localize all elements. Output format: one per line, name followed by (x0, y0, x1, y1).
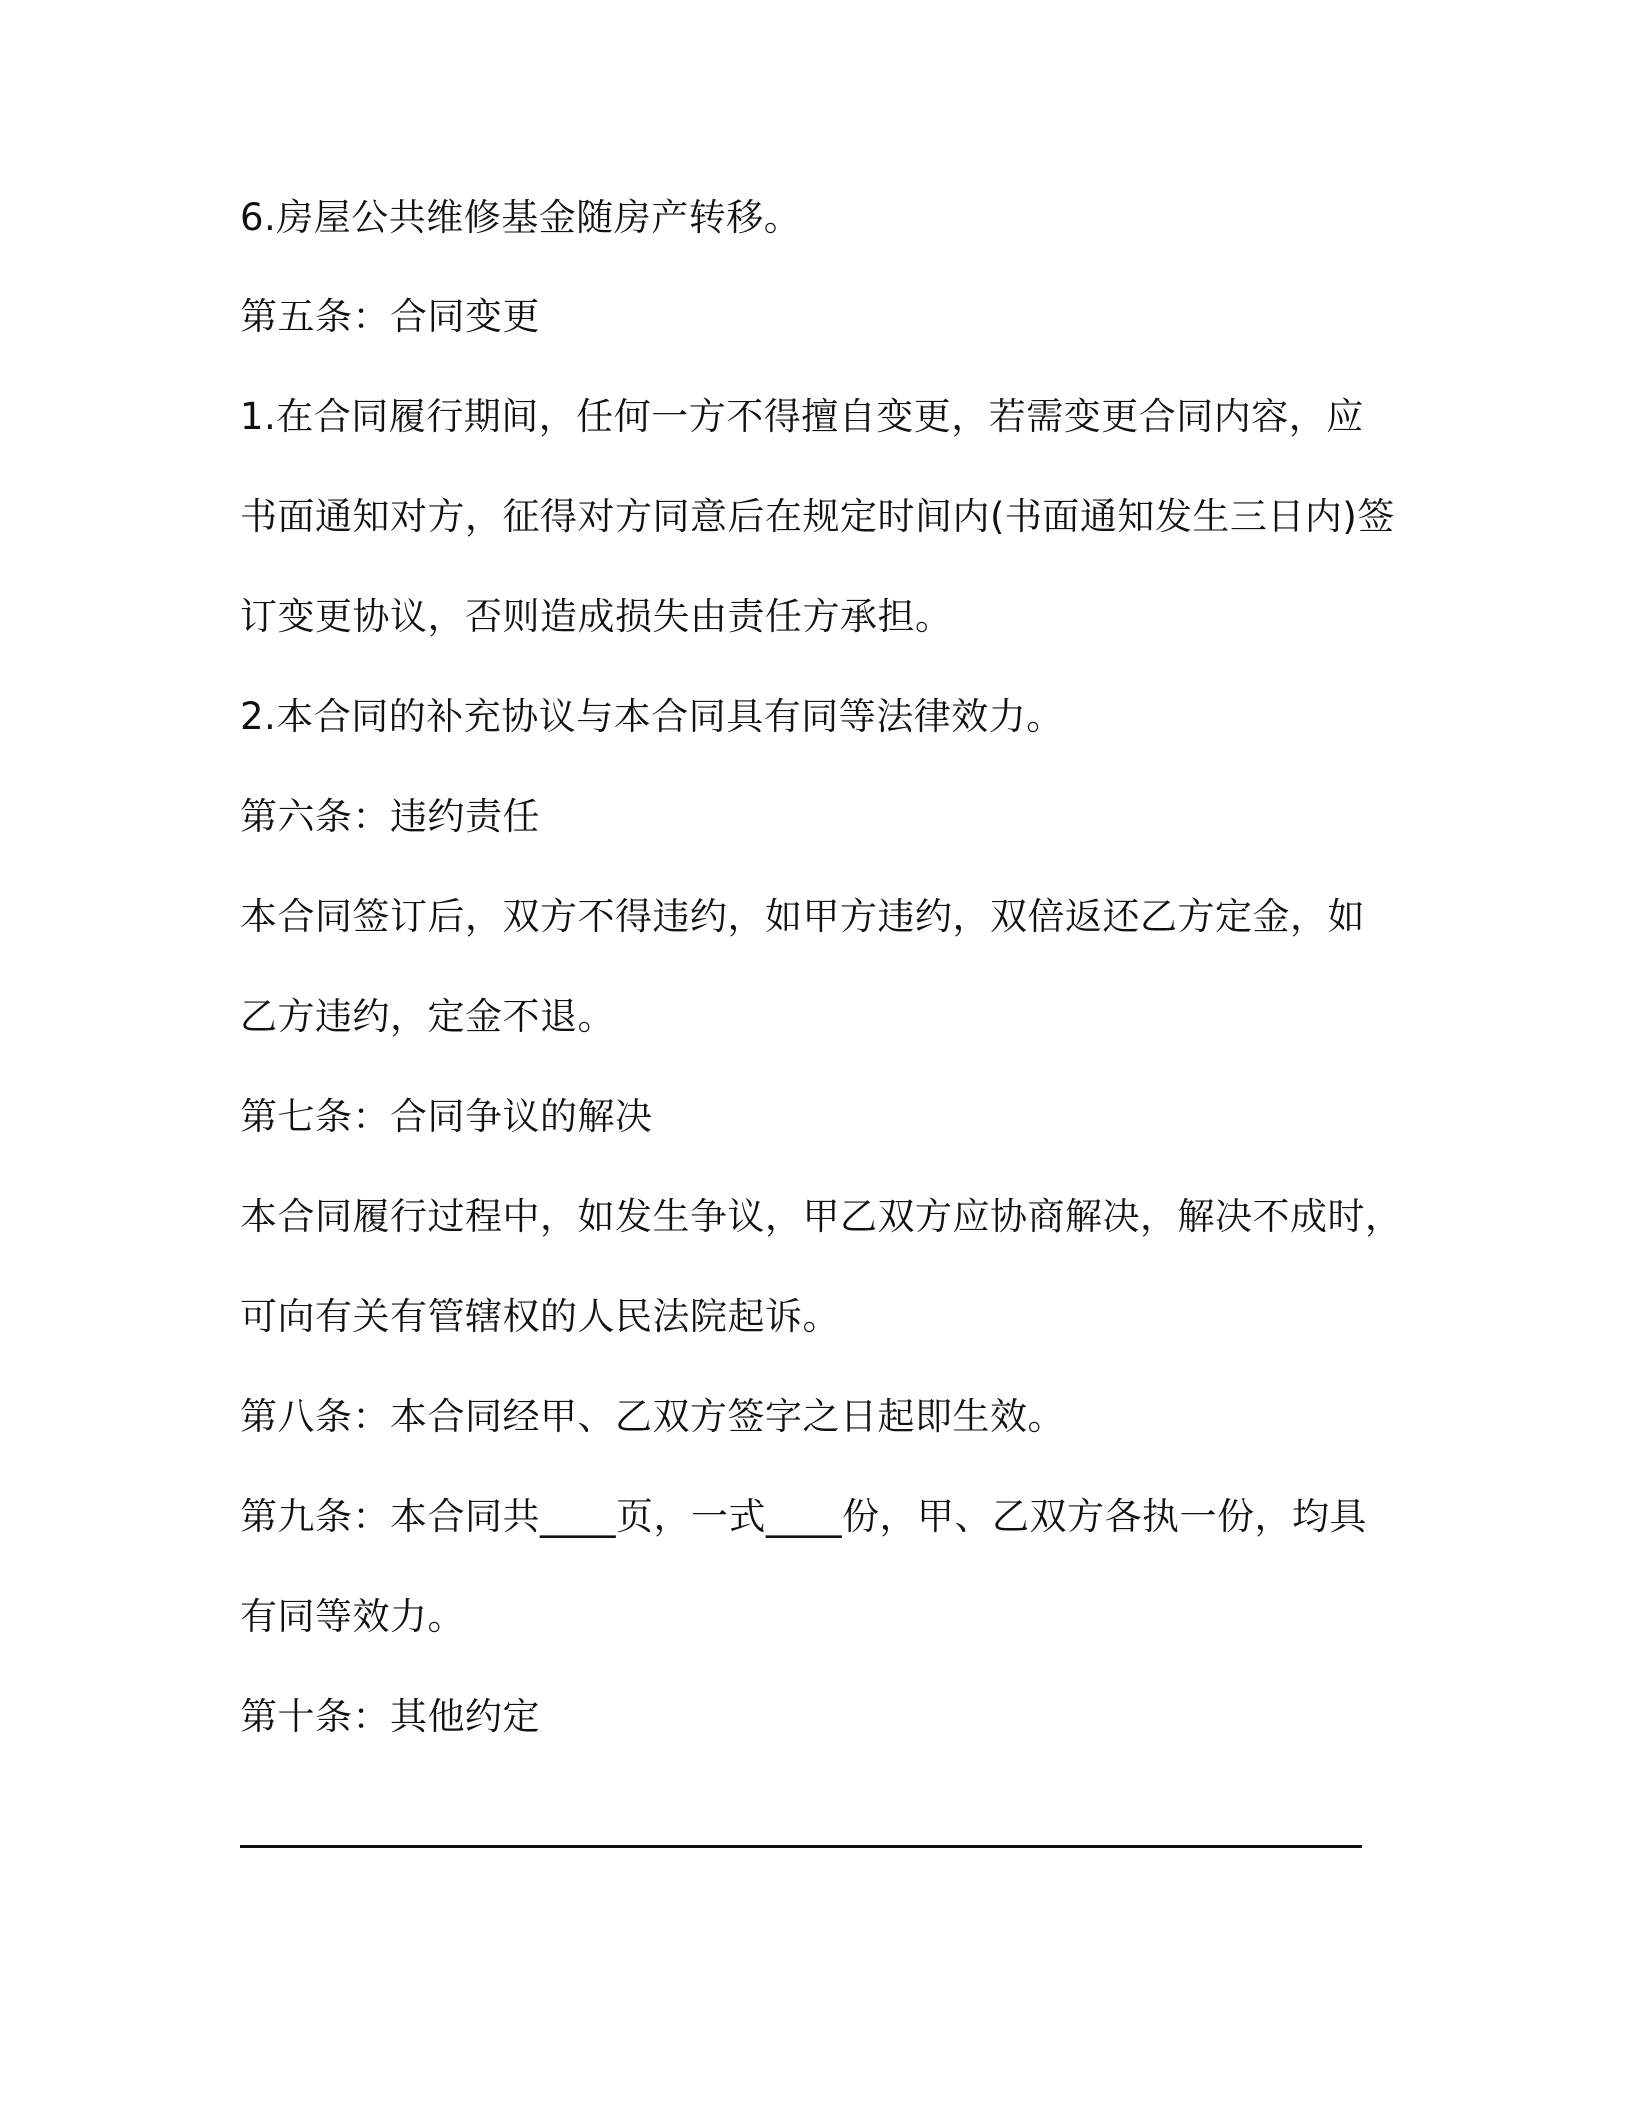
article-5-item-2: 2.本合同的补充协议与本合同具有同等法律效力。 (240, 695, 1064, 738)
article-5-item-1-line-1: 1.在合同履行期间，任何一方不得擅自变更，若需变更合同内容，应 (240, 395, 1364, 438)
article-10-heading: 第十条：其他约定 (240, 1695, 540, 1738)
blank-fill-line (240, 1845, 1362, 1848)
article-9-line-1: 第九条：本合同共____页，一式____份，甲、乙双方各执一份，均具 (240, 1495, 1367, 1538)
article-7-body-line-2: 可向有关有管辖权的人民法院起诉。 (240, 1295, 840, 1338)
article-7-heading: 第七条：合同争议的解决 (240, 1095, 653, 1138)
article-6-body-line-1: 本合同签订后，双方不得违约，如甲方违约，双倍返还乙方定金，如 (240, 895, 1365, 938)
article-7-body-line-1: 本合同履行过程中，如发生争议，甲乙双方应协商解决，解决不成时， (240, 1195, 1403, 1238)
article-8-text: 第八条：本合同经甲、乙双方签字之日起即生效。 (240, 1395, 1065, 1438)
article-6-heading: 第六条：违约责任 (240, 795, 540, 838)
article-9-line-2: 有同等效力。 (240, 1595, 465, 1638)
article-5-item-1-line-3: 订变更协议，否则造成损失由责任方承担。 (240, 595, 953, 638)
article-5-item-1-line-2: 书面通知对方，征得对方同意后在规定时间内(书面通知发生三日内)签 (240, 495, 1395, 538)
article-5-heading: 第五条：合同变更 (240, 295, 540, 338)
article-6-body-line-2: 乙方违约，定金不退。 (240, 995, 615, 1038)
clause-item-6-maintenance-fund: 6.房屋公共维修基金随房产转移。 (240, 196, 802, 239)
